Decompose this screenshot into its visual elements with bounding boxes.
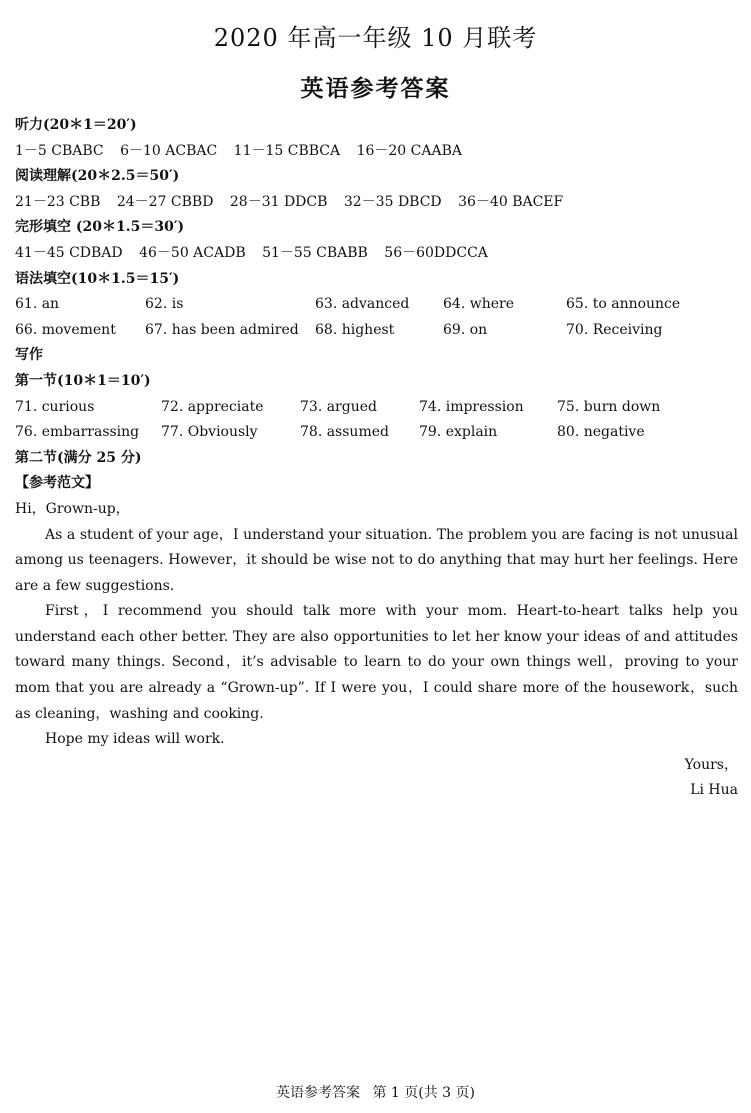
answer-group: 28－31 DDCB [229,193,328,210]
writing-row [15,420,738,446]
footer-page-number: 第 1 页(共 3 页) [372,1085,475,1101]
essay-paragraph: First，I recommend you should talk more with your mom. Heart-to-heart talks help you understand each other better. They are also opportunities to let her know your ideas of and attitudes toward many things. Second，it’s advisable to learn to do your own things well，proving to your mom that you are already a “Grown-up”. If I were you，I could share more of the housework，such as cleaning，washing and cooking. [15,603,738,722]
answer-group: 56－60DDCCA [384,244,488,261]
answer-group: 41－45 CDBAD [15,244,123,261]
listening-heading: 听力(20＊1＝20′) [15,117,137,133]
answer-group: 16－20 CAABA [356,142,462,159]
essay-paragraph: Hope my ideas will work. [45,731,225,748]
answer-group: 24－27 CBBD [116,193,214,210]
grammar-answer: 70. Receiving [566,321,663,338]
cloze-answers [15,241,738,267]
writing-answer: 73. argued [300,398,377,415]
writing-answer: 80. negative [557,424,645,441]
essay-paragraph: As a student of your age，I understand your situation. The problem you are facing is not unusual among us teenagers. However，it should be wise not to do anything that may hurt her feelings. Here are a few suggestions. [15,526,738,594]
page-title: 2020 年高一年级 10 月联考 [213,24,538,52]
writing-part2-heading: 第二节(满分 25 分) [15,449,142,466]
answer-group: 32－35 DBCD [343,193,442,210]
reading-answers [15,190,738,216]
grammar-answer: 64. where [443,296,514,313]
essay-greeting: Hi，Grown-up， [15,500,130,517]
answer-content [15,113,738,804]
writing-answer: 75. burn down [557,398,661,415]
page-subtitle: 英语参考答案 [300,75,451,102]
writing-heading: 写作 [15,347,43,364]
writing-answer: 72. appreciate [161,398,264,415]
writing-part1-heading: 第一节(10＊1＝10′) [15,372,151,389]
grammar-answer: 65. to announce [566,296,681,313]
grammar-answer: 62. is [145,296,184,313]
essay-signature: Li Hua [690,782,738,799]
footer-doc-name: 英语参考答案 [276,1085,360,1101]
grammar-answer: 63. advanced [315,296,410,313]
answer-group: 6－10 ACBAC [120,142,218,159]
answer-group: 46－50 ACADB [139,244,246,261]
answer-group: 36－40 BACEF [458,193,564,210]
grammar-answer: 67. has been admired [145,321,299,338]
sample-essay-heading: 【参考范文】 [15,475,99,492]
reading-heading: 阅读理解(20＊2.5＝50′) [15,168,180,185]
essay-closing: Yours， [684,756,738,773]
page-footer [0,1082,751,1102]
answer-group: 21－23 CBB [15,193,101,210]
listening-answers [15,139,738,165]
grammar-heading: 语法填空(10＊1.5＝15′) [15,270,180,287]
grammar-row [15,292,738,318]
writing-answer: 78. assumed [300,424,389,441]
writing-row [15,395,738,421]
writing-answer: 74. impression [419,398,524,415]
answer-group: 11－15 CBBCA [233,142,341,159]
answer-group: 1－5 CBABC [15,142,104,159]
writing-answer: 76. embarrassing [15,424,140,441]
answer-group: 51－55 CBABB [262,244,368,261]
grammar-answer: 66. movement [15,321,116,338]
grammar-row [15,318,738,344]
writing-answer: 77. Obviously [161,424,258,441]
writing-answer: 79. explain [419,424,498,441]
cloze-heading: 完形填空 (20＊1.5＝30′) [15,219,185,236]
grammar-answer: 61. an [15,296,60,313]
grammar-answer: 68. highest [315,321,395,338]
grammar-answer: 69. on [443,321,488,338]
writing-answer: 71. curious [15,398,95,415]
